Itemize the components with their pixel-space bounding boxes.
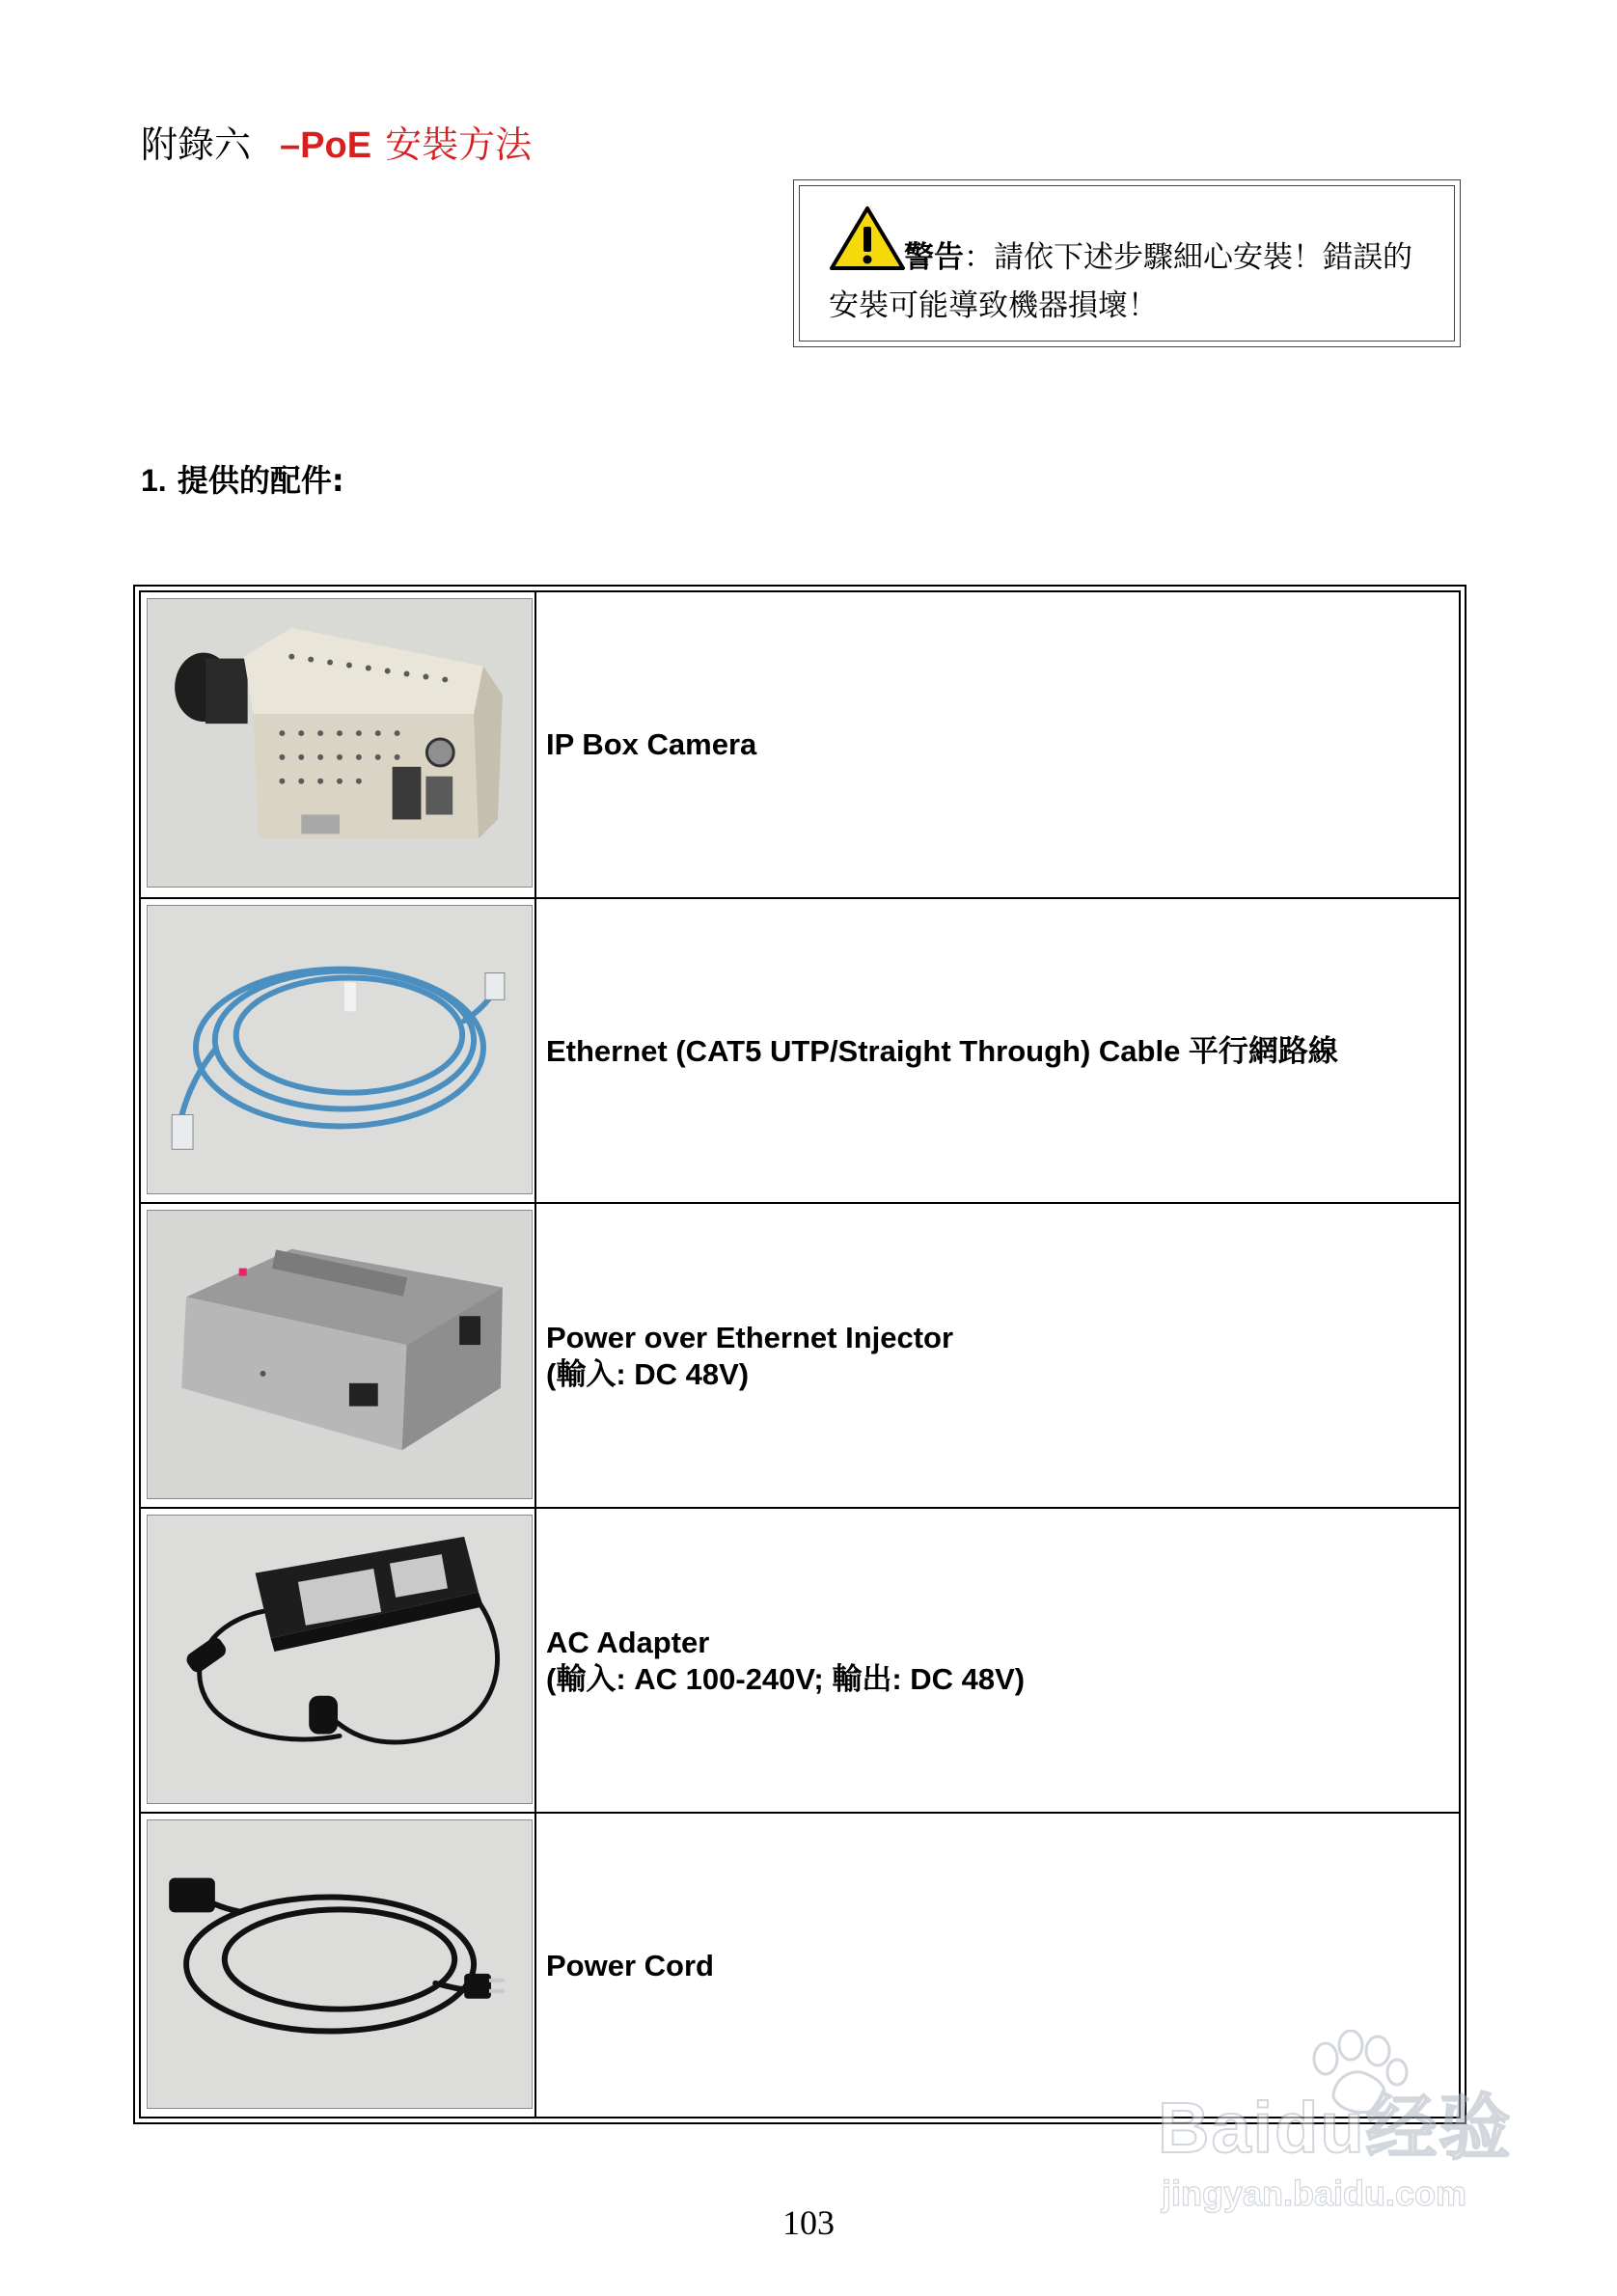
accessory-name: Power over Ethernet Injector — [546, 1321, 954, 1354]
page-number: 103 — [782, 2203, 835, 2242]
title-prefix: 附錄六 — [141, 123, 252, 166]
section-heading — [141, 459, 344, 502]
watermark-url: jingyan.baidu.com — [1162, 2173, 1467, 2213]
accessory-note: (輸入: DC 48V) — [546, 1357, 750, 1391]
accessory-name: IP Box Camera — [546, 727, 757, 761]
warning-text-line2: 安裝可能導致機器損壞！ — [829, 288, 1158, 323]
warning-text-line1 — [904, 238, 1412, 277]
watermark-text: Baidu经验 — [1158, 2088, 1513, 2168]
baidu-watermark — [1150, 2030, 1536, 2232]
page-title — [141, 116, 532, 175]
poe-injector-photo — [147, 1210, 533, 1499]
title-poe: –PoE — [280, 125, 372, 166]
warning-label: 警告 — [904, 240, 964, 275]
table-row — [141, 1202, 1459, 1509]
power-cord-photo — [147, 1819, 533, 2109]
table-row — [141, 897, 1459, 1204]
section-number: 1. — [141, 463, 167, 498]
accessory-name: AC Adapter — [546, 1626, 710, 1659]
ip-box-camera-photo — [147, 598, 533, 888]
table-row — [141, 1507, 1459, 1814]
title-rest: 安裝方法 — [385, 123, 533, 166]
accessory-note: (輸入: AC 100-240V; 輸出: DC 48V) — [546, 1662, 1026, 1696]
accessory-name: Power Cord — [546, 1949, 714, 1982]
ethernet-cable-photo — [147, 905, 533, 1194]
accessory-name: Ethernet (CAT5 UTP/Straight Through) Cable 平行網路線 — [546, 1034, 1338, 1068]
table-row — [141, 592, 1459, 897]
section-title: 提供的配件: — [177, 462, 344, 499]
accessories-table — [133, 585, 1466, 2124]
warning-message: ：請依下述步驟細心安裝！錯誤的 — [964, 240, 1412, 275]
warning-box — [793, 179, 1461, 347]
ac-adapter-photo — [147, 1515, 533, 1804]
warning-triangle-icon — [829, 205, 906, 271]
